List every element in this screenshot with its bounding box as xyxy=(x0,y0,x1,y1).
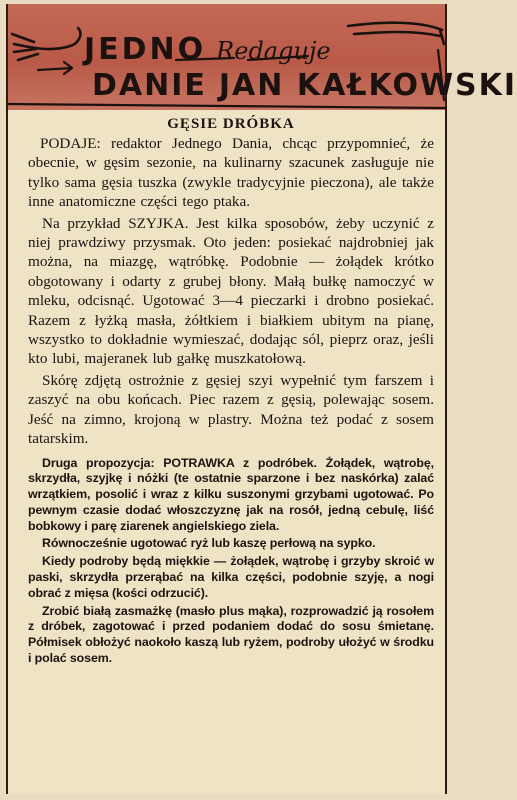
masthead-author-name: JAN KAŁKOWSKI xyxy=(218,68,517,103)
article-main-text xyxy=(28,134,434,449)
paragraph-rice: Równocześnie ugotować ryż lub kaszę perłową na sypko. xyxy=(42,536,376,551)
article-title: GĘSIE DRÓBKA xyxy=(167,116,295,132)
article-recipe-text xyxy=(28,456,434,667)
article xyxy=(28,112,434,667)
paragraph-szyjka: Na przykład SZYJKA. Jest kilka sposobów, żeby uczynić z niej prawdziwy przysmak. Oto jeden: posiekać najdrobniej jak można, na miazgę, wątróbkę. Podobnie — żołądek krótko obgotowany i odarty z grubej błony. Małą bułkę namoczyć w mleku, odcisnąć. Ugotować 3—4 pieczarki i drobno posiekać. Razem z łyżką masła, żółtkiem i białkiem ubitym na pianę, wszystko to dokładnie wymieszać, dodając sól, pieprz oraz, jeśli kto lubi, majeranek lub gałkę muszkatołową. xyxy=(28,214,434,368)
paragraph-intro xyxy=(28,134,434,212)
masthead-word-danie: DANIE xyxy=(92,68,207,103)
paragraph-stuffing: Skórę zdjętą ostrożnie z gęsiej szyi wypełnić tym farszem i zaszyć na obu końcach. Piec razem z gęsią, polewając sosem. Jeść na zimno, krojoną w plastry. Można też podać z sosem tatarskim. xyxy=(28,371,434,448)
paragraph-sauce: Zrobić białą zasmażkę (masło plus mąka), rozprowadzić ją rosołem z dróbek, zagotować i przed podaniem dodać do sosu śmietanę. Półmisek obłożyć naokoło kaszą lub ryżem, podroby ułożyć w środku i polać sosem. xyxy=(28,603,434,666)
masthead-word-redaguje: Redaguje xyxy=(216,37,331,65)
knife-icon xyxy=(348,23,444,44)
masthead-line-2 xyxy=(92,68,517,103)
masthead-word-jedno: JEDNO xyxy=(84,32,207,67)
intro-lead-word: PODAJE: xyxy=(40,135,101,152)
fork-icon xyxy=(12,28,80,60)
newspaper-column xyxy=(6,4,517,794)
masthead-banner xyxy=(8,4,517,110)
masthead-line-1 xyxy=(84,32,331,67)
intro-text: redaktor Jednego Dania, chcąc przypomnieć, że obecnie, w gęsim sezonie, na kulinarny szacunek zasługuje nie tylko sama gęsia tuszka (zwykle tradycyjnie pieczona), ale także inne anatomiczne części tego ptaka. xyxy=(28,135,434,211)
paragraph-cutting: Kiedy podroby będą miękkie — żołądek, wątrobę i grzyby skroić w paski, skrzydła przerąbać na kilka części, podobnie szyję, a nogi obrać z mięsa (kości odrzucić). xyxy=(28,554,434,600)
paragraph-potrawka: Druga propozycja: POTRAWKA z podróbek. Żołądek, wątrobę, skrzydła, szyjkę i nóżki (te ostatnie sparzone i bez naskórka) zalać wrzątkiem, posolić i wraz z kilku suszonymi grzybami ugotować. Po pewnym czasie dodać włoszczyznę jak na rosół, jedną cebulę, liść bobkowy i parę ziarenek angielskiego ziela. xyxy=(28,455,434,533)
